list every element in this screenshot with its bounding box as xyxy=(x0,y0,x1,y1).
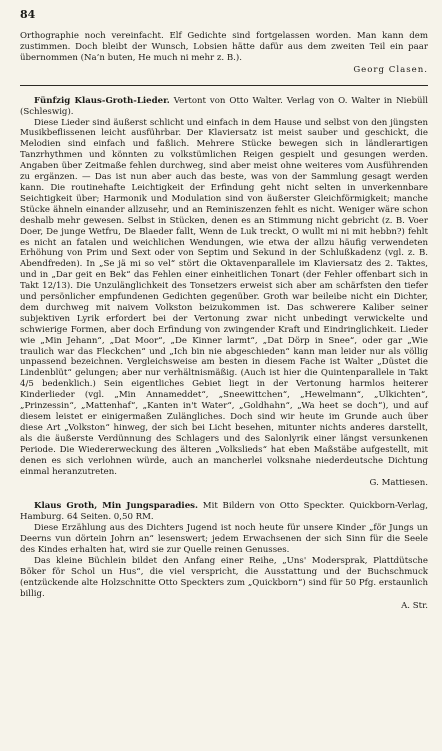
review1-heading xyxy=(20,96,428,118)
review2-heading xyxy=(20,501,428,523)
review1-title: Fünfzig Klaus-Groth-Lieder. xyxy=(34,95,170,106)
review2-paragraph-1: Diese Erzählung aus des Dichters Jugend ist noch heute für unsere Kinder „för Jungs un Deerns vun dörtein Johrn an“ lesenswert; jedem Erwachsenen der sich Sinn für die Seele des Kindes erhalten hat, wird sie zur Quelle reinen Genusses. xyxy=(20,523,428,556)
review2-signature: A. Str. xyxy=(401,600,428,611)
intro-paragraph: Orthographie noch vereinfacht. Elf Gedichte sind fortgelassen worden. Man kann dem zustimmen. Doch bleibt der Wunsch, Lobsien hätte dafür aus dem zweiten Teil ein paar übernommen (Na’n buten, He much ni mehr z. B.). xyxy=(20,31,428,63)
review2-byline: Mit Bildern von Otto Speckter. Quickborn-Verlag, Hamburg. 64 Seiten. 0,50 RM. xyxy=(20,501,428,523)
review1-byline: Vertont von Otto Walter. Verlag von O. Walter in Niebüll (Schleswig). xyxy=(20,95,429,117)
review2-paragraph-2: Das kleine Büchlein bildet den Anfang einer Reihe, „Uns' Modersprak, Plattdütsche Böker för Schol un Hus“, die viel verspricht, die Ausstattung und der Buchschmuck (entzückende alte Holzschnitte Otto Speckters zum „Quickborn“) sind für 50 Pfg. erstaunlich billig. xyxy=(20,555,428,599)
review1-signature: G. Mattiesen. xyxy=(369,478,428,489)
intro-signature: Georg Clasen. xyxy=(353,64,428,75)
spacer xyxy=(20,489,428,501)
review1-body: Diese Lieder sind äußerst schlicht und einfach in dem Hause und selbst von den jüngsten Musikbeflissenen leicht ausführbar. Der Klaviersatz ist meist sauber und geschickt, die Melodien sind einfach und faßlich. Mehrere Stücke bewegen sich in ländlerartigen Tanzrhythmen und könnten zu volkstümlichen Reigen gespielt und gesungen werden. Angaben über Zeitmaße fehlen durchweg, sind aber meist ohne weiteres vom Ausführenden zu ergänzen. — Das ist nun aber auch das beste, was von der Sammlung gesagt werden kann. Die routinehafte Leichtigkeit der Erfindung geht nicht selten in unverkennbare Seichtigkeit über; Harmonik und Modulation sind von äußerster Gleichförmigkeit; manche Stücke ähneln einander allzusehr, und an Reminiszenzen fehlt es nicht. Weniger wäre schon deshalb mehr gewesen. Selbst in Stücken, denen es an Stimmung nicht gebricht (z. B. Voer Doer, De junge Wetfru, De Blaeder fallt, Wenn de Luk treckt, O wullt mi ni mit hebbn?) fehlt es nicht an fatalen und weichlichen Wendungen, wie etwa der allzu häufig verwendeten Erhöhung von Prim und Sext oder von Septim und Sekund in der Schlußkadenz (vgl. z. B. Abendfreden). In „Se jä mi so vel“ stört die Oktavenparallele im Klaviersatz des 2. Taktes, und in „Dar geit en Bek“ das Fehlen einer einheitlichen Tonart (der Fehler offenbart sich in Takt 12/13). Die Unzulänglichkeit des Tonsetzers erweist sich aber am schärfsten den tiefer und persönlicher empfundenen Gedichten gegenüber. Groth war beileibe nicht ein Dichter, dem durchweg mit naivem Volkston beizukommen ist. Das schwerere Kaliber seiner subjektiven Lyrik erfordert bei der Vertonung zwar nicht unbedingt verwickelte und schwierige Formen, aber doch Erfindung von zwingender Kraft und Eindringlichkeit. Lieder wie „Min Jehann“, „Dat Moor“, „De Kinner larmt“, „Dat Dörp in Snee“, oder gar „Wie traulich war das Fleckchen“ und „Ich bin nie abgeschieden“ kann man leider nur als völlig unpassend bezeichnen. Vergleichsweise am besten in diesem Fache ist Walter „Düstet die Lindenblüt“ gelungen; aber nur verhältnismäßig. (Auch ist hier die Quintenparallele in Takt 4/5 bedenklich.) Sein eigentliches Gebiet liegt in der Vertonung harmlos heiterer Kinderlieder (vgl. „Min Annameddet“, „Sneewittchen“, „Hewelmann“, „Ulkichten“, „Prinzessin“, „Mattenhaf“, „Kanten in't Water“, „Goldhahn“, „Wa heet se doch“), und auf diesem leistet er einigermaßen Zulängliches. Doch sind wir heute im Grunde auch über diese Art „Volkston“ hinweg, der sich bei Licht besehen, mitunter nichts anderes darstellt, als die äußerste Verdünnung des Schlagers und des Salonlyrik einer längst versunkenen Periode. Die Wiedererweckung des älteren „Volkslieds“ hat eben Maßstäbe aufgestellt, mit denen es sich verlohnen würde, auch an mancherlei volksnahe niederdeutsche Dichtung einmal heranzutreten. xyxy=(20,117,428,477)
section-divider xyxy=(20,85,428,86)
page-number: 84 xyxy=(20,8,36,21)
review2-title: Klaus Groth, Min Jungsparadies. xyxy=(34,501,198,512)
